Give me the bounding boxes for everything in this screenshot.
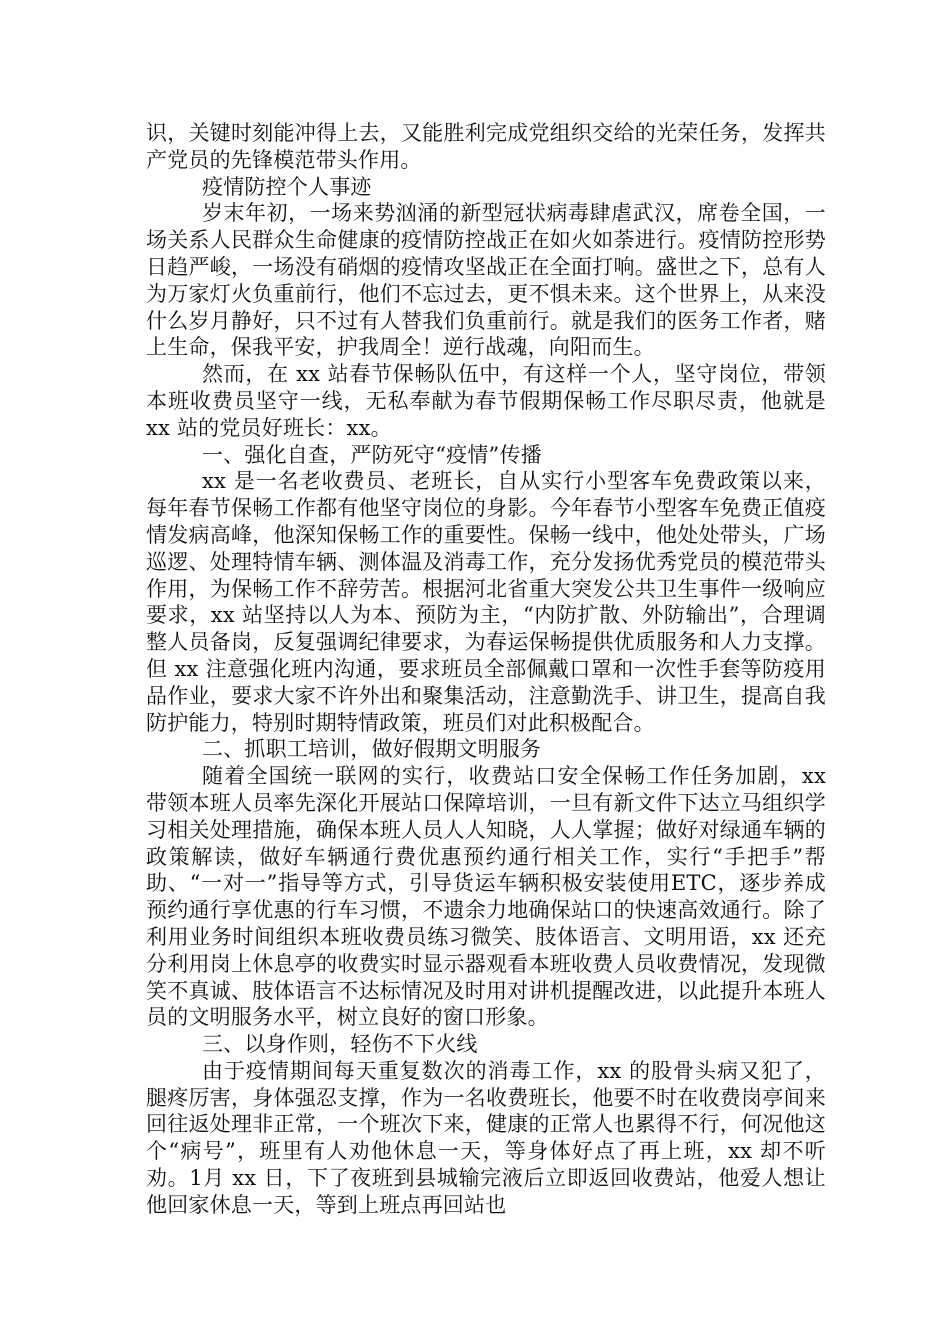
paragraph: 随着全国统一联网的实行，收费站口安全保畅工作任务加剧，xx 带领本班人员率先深化开展站口保障培训，一旦有新文件下达立马组织学习相关处理措施，确保本班人员人人知晓，人人掌握；做好对绿通车辆的政策解读，做好车辆通行费优惠预约通行相关工作，实行“手把手”帮助、“一对一”指导等方式，引导货运车辆积极安装使用ETC，逐步养成预约通行享优惠的行车习惯，不遗余力地确保站口的快速高效通行。除了利用业务时间组织本班收费员练习微笑、肢体语言、文明用语，xx 还充分利用岗上休息亭的收费实时显示器观看本班收费人员收费情况，发现微笑不真诚、肢体语言不达标情况及时用对讲机提醒改进，以此提升本班人员的文明服务水平，树立良好的窗口形象。: [146, 764, 826, 1030]
paragraph: 识，关键时刻能冲得上去，又能胜利完成党组织交给的光荣任务，发挥共产党员的先锋模范带头作用。: [146, 121, 826, 172]
section-heading: 一、强化自查，严防死守“疫情”传播: [202, 442, 542, 467]
paragraph: 然而，在 xx 站春节保畅队伍中，有这样一个人，坚守岗位，带领本班收费员坚守一线，无私奉献为春节假期保畅工作尽职尽责，他就是 xx 站的党员好班长：xx。: [146, 362, 826, 440]
section-heading: 二、抓职工培训，做好假期文明服务: [202, 737, 542, 762]
paragraph: 岁末年初，一场来势汹涌的新型冠状病毒肆虐武汉，席卷全国，一场关系人民群众生命健康的疫情防控战正在如火如荼进行。疫情防控形势日趋严峻，一场没有硝烟的疫情攻坚战正在全面打响。盛世之下，总有人为万家灯火负重前行，他们不忘过去，更不惧未来。这个世界上，从来没什么岁月静好，只不过有人替我们负重前行。就是我们的医务工作者，赌上生命，保我平安，护我周全！逆行战魂，向阳而生。: [146, 201, 826, 360]
section-heading: 疫情防控个人事迹: [202, 174, 372, 199]
paragraph: xx 是一名老收费员、老班长，自从实行小型客车免费政策以来，每年春节保畅工作都有他坚守岗位的身影。今年春节小型客车免费正值疫情发病高峰，他深知保畅工作的重要性。保畅一线中，他处处带头，广场巡逻、处理特情车辆、测体温及消毒工作，充分发扬优秀党员的模范带头作用，为保畅工作不辞劳苦。根据河北省重大突发公共卫生事件一级响应要求，xx 站坚持以人为本、预防为主，“内防扩散、外防输出”，合理调整人员备岗，反复强调纪律要求，为春运保畅提供优质服务和人力支撑。但 xx 注意强化班内沟通，要求班员全部佩戴口罩和一次性手套等防疫用品作业，要求大家不许外出和聚集活动，注意勤洗手、讲卫生，提高自我防护能力，特别时期特情政策，班员们对此积极配合。: [146, 469, 826, 735]
document-body: [146, 120, 826, 1219]
section-heading: 三、以身作则，轻伤不下火线: [202, 1032, 478, 1057]
paragraph: 由于疫情期间每天重复数次的消毒工作，xx 的股骨头病又犯了，腿疼厉害，身体强忍支撑，作为一名收费班长，他要不时在收费岗亭间来回往返处理非正常，一个班次下来，健康的正常人也累得不行，何况他这个“病号”，班里有人劝他休息一天，等身体好点了再上班，xx 却不听劝。1月 xx 日，下了夜班到县城输完液后立即返回收费站，他爱人想让他回家休息一天，等到上班点再回站也: [146, 1058, 826, 1217]
